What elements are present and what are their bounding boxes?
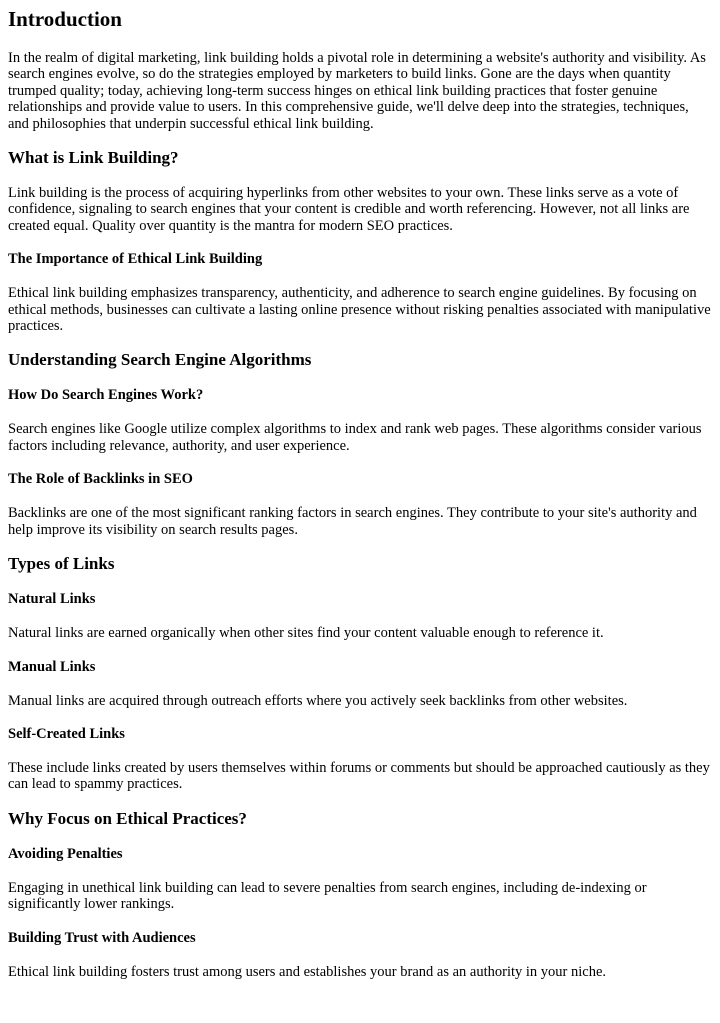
paragraph-intro: In the realm of digital marketing, link building holds a pivotal role in determining a website's authority and visibility. As search engines evolve, so do the strategies employed by marketers to build links. Gone are the days when quantity trumped quality; today, achieving long-term success hinges on ethical link building practices that foster genuine relationships and provide value to users. In this comprehensive guide, we'll delve deep into the strategies, techniques, and philosophies that underpin successful ethical link building. xyxy=(8,50,706,132)
paragraph-avoiding-penalties: Engaging in unethical link building can lead to severe penalties from search engines, including de-indexing or significantly lower rankings. xyxy=(8,879,647,913)
article xyxy=(0,6,720,980)
paragraph-manual-links: Manual links are acquired through outreach efforts where you actively seek backlinks from other websites. xyxy=(8,692,628,709)
heading-why-ethical: Why Focus on Ethical Practices? xyxy=(8,808,247,828)
heading-introduction: Introduction xyxy=(8,7,122,31)
paragraph-building-trust: Ethical link building fosters trust among users and establishes your brand as an authority in your niche. xyxy=(8,963,607,980)
paragraph-how-search-engines-work: Search engines like Google utilize complex algorithms to index and rank web pages. These algorithms consider various factors including relevance, authority, and user experience. xyxy=(8,421,702,454)
heading-self-created-links: Self-Created Links xyxy=(8,725,125,742)
paragraph-role-of-backlinks: Backlinks are one of the most significant ranking factors in search engines. They contribute to your site's authority and help improve its visibility on search results pages. xyxy=(8,505,697,538)
heading-manual-links: Manual Links xyxy=(8,658,96,675)
heading-search-algorithms: Understanding Search Engine Algorithms xyxy=(8,350,312,370)
heading-avoiding-penalties: Avoiding Penalties xyxy=(8,845,123,862)
heading-importance-ethical: The Importance of Ethical Link Building xyxy=(8,251,263,268)
heading-what-is-link-building: What is Link Building? xyxy=(8,148,179,168)
paragraph-self-created-links: These include links created by users themselves within forums or comments but should be approached cautiously as they can lead to spammy practices. xyxy=(8,759,710,793)
heading-role-of-backlinks: The Role of Backlinks in SEO xyxy=(8,471,193,488)
heading-how-search-engines-work: How Do Search Engines Work? xyxy=(8,387,204,404)
heading-building-trust: Building Trust with Audiences xyxy=(8,929,196,946)
heading-natural-links: Natural Links xyxy=(8,591,96,608)
paragraph-what-is-link-building: Link building is the process of acquiring hyperlinks from other websites to your own. These links serve as a vote of confidence, signaling to search engines that your content is credible and worth referencing. However, not all links are created equal. Quality over quantity is the mantra for modern SEO practices. xyxy=(8,185,690,234)
heading-types-of-links: Types of Links xyxy=(8,554,115,574)
paragraph-natural-links: Natural links are earned organically when other sites find your content valuable enough to reference it. xyxy=(8,625,604,642)
paragraph-importance-ethical: Ethical link building emphasizes transparency, authenticity, and adherence to search engine guidelines. By focusing on ethical methods, businesses can cultivate a lasting online presence without risking penalties associated with manipulative practices. xyxy=(8,285,711,335)
